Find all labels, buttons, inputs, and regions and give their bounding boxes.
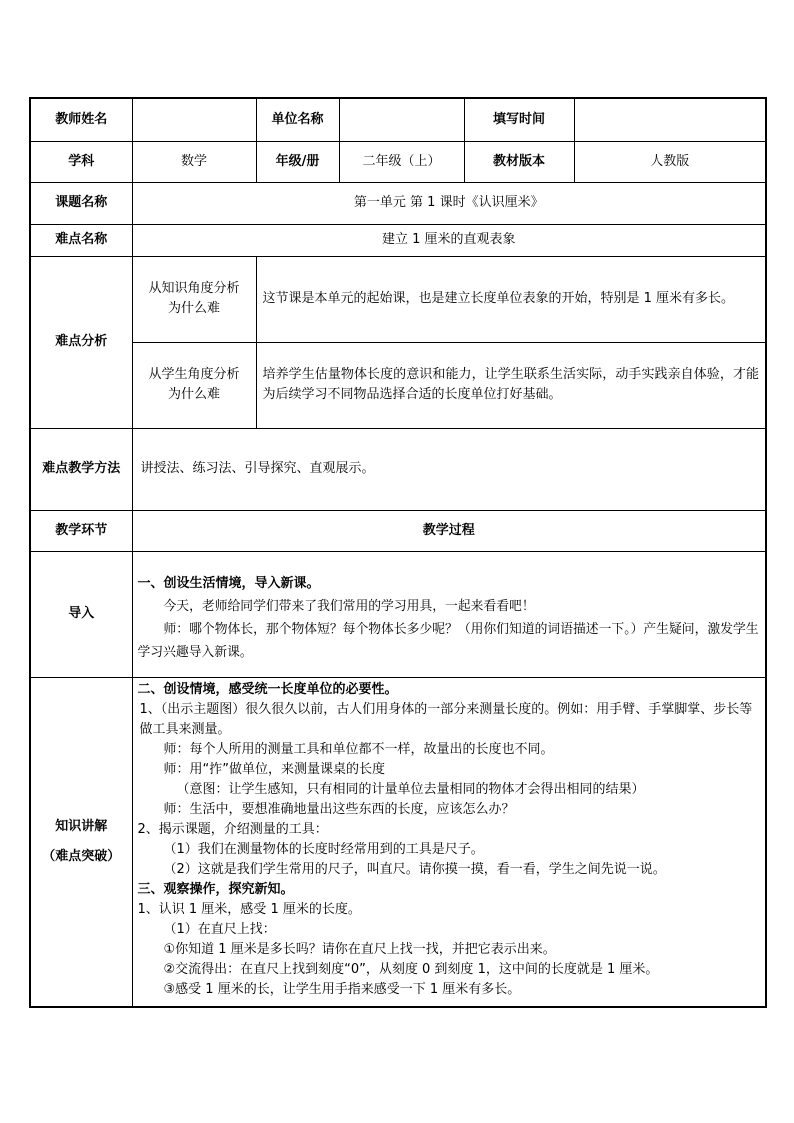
- student-angle-text: 培养学生估量物体长度的意识和能力，让学生联系生活实际，动手实践亲自体验，才能为后续学习不同物品选择合适的长度单位打好基础。: [256, 342, 766, 428]
- method-label: 难点教学方法: [30, 428, 132, 510]
- intro-label: 导入: [30, 551, 132, 677]
- knowledge-row: [30, 677, 766, 1007]
- fill-time-field[interactable]: [574, 98, 766, 141]
- knowledge-angle-line1: 从知识角度分析: [148, 281, 240, 296]
- knowledge-line-5: 师：生活中，要想准确地量出这些东西的长度，应该怎么办？: [163, 801, 515, 817]
- analysis-knowledge-row: [30, 256, 766, 342]
- lesson-plan-table: [29, 97, 767, 1008]
- knowledge-line-8: （2）这就是我们学生常用的尺子，叫直尺。请你摸一摸，看一看，学生之间先说一说。: [163, 861, 666, 877]
- teacher-name-label: 教师姓名: [30, 98, 132, 141]
- knowledge-line-12: ②交流得出：在直尺上找到刻度“0”，从刻度 0 到刻度 1，这中间的长度就是 1 厘米。: [163, 961, 659, 977]
- intro-paragraph-2: 师：哪个物体长，那个物体短？每个物体长多少呢？（用你们知道的词语描述一下。）产生疑问，激发学生学习兴趣导入新课。: [137, 621, 759, 660]
- intro-heading: 一、创设生活情境，导入新课。: [137, 575, 320, 591]
- analysis-label: 难点分析: [30, 256, 132, 428]
- grade-value: 二年级（上）: [339, 141, 464, 182]
- knowledge-line-1: 1、（出示主题图）很久很久以前，古人们用身体的一部分来测量长度的。例如：用手臂、手掌脚掌、步长等做工具来测量。: [139, 701, 753, 737]
- subject-value: 数学: [132, 141, 256, 182]
- topic-row: [30, 182, 766, 224]
- difficulty-value: 建立 1 厘米的直观表象: [132, 224, 766, 256]
- difficulty-row: [30, 224, 766, 256]
- topic-label: 课题名称: [30, 182, 132, 224]
- knowledge-line-2: 师：每个人所用的测量工具和单位都不一样，故量出的长度也不同。: [163, 741, 554, 757]
- knowledge-line-9: 1、认识 1 厘米，感受 1 厘米的长度。: [137, 901, 361, 917]
- intro-paragraph-1: 今天，老师给同学们带来了我们常用的学习用具，一起来看看吧！: [163, 598, 535, 614]
- knowledge-angle-text: 这节课是本单元的起始课，也是建立长度单位表象的开始，特别是 1 厘米有多长。: [256, 256, 766, 342]
- student-angle-line1: 从学生角度分析: [148, 367, 240, 382]
- unit-name-label: 单位名称: [256, 98, 339, 141]
- knowledge-sublabel: （难点突破）: [42, 848, 121, 864]
- process-header-row: [30, 510, 766, 551]
- knowledge-label-cell: [30, 677, 132, 1007]
- student-angle-label: [132, 342, 256, 428]
- knowledge-line-11: ①你知道 1 厘米是多长吗？请你在直尺上找一找，并把它表示出来。: [163, 941, 556, 957]
- process-header: 教学过程: [132, 510, 766, 551]
- knowledge-line-6: 2、揭示课题，介绍测量的工具：: [137, 821, 328, 837]
- topic-value: 第一单元 第 1 课时《认识厘米》: [132, 182, 766, 224]
- knowledge-line-10: （1）在直尺上找：: [163, 921, 276, 937]
- knowledge-label: 知识讲解: [55, 818, 108, 834]
- teacher-name-field[interactable]: [132, 98, 256, 141]
- subject-label: 学科: [30, 141, 132, 182]
- knowledge-line-13: ③感受 1 厘米的长，让学生用手指来感受一下 1 厘米有多长。: [163, 981, 521, 997]
- lesson-plan-document: [29, 97, 765, 1008]
- method-value: 讲授法、练习法、引导探究、直观展示。: [132, 428, 766, 510]
- unit-name-field[interactable]: [339, 98, 464, 141]
- analysis-student-row: [30, 342, 766, 428]
- knowledge-line-3: 师：用“拃”做单位，来测量课桌的长度: [163, 761, 385, 777]
- method-row: [30, 428, 766, 510]
- textbook-value: 人教版: [574, 141, 766, 182]
- section-2-heading: 二、创设情境，感受统一长度单位的必要性。: [137, 681, 398, 697]
- intro-content: [132, 551, 766, 677]
- intro-row: [30, 551, 766, 677]
- fill-time-label: 填写时间: [464, 98, 574, 141]
- student-angle-line2: 为什么难: [167, 387, 220, 402]
- difficulty-label: 难点名称: [30, 224, 132, 256]
- stage-header: 教学环节: [30, 510, 132, 551]
- knowledge-line-4: （意图：让学生感知，只有相同的计量单位去量相同的物体才会得出相同的结果）: [176, 781, 645, 797]
- header-row: [30, 98, 766, 141]
- knowledge-angle-label: [132, 256, 256, 342]
- knowledge-angle-line2: 为什么难: [167, 301, 220, 316]
- textbook-label: 教材版本: [464, 141, 574, 182]
- section-3-heading: 三、观察操作，探究新知。: [137, 881, 294, 897]
- subject-row: [30, 141, 766, 182]
- knowledge-line-7: （1）我们在测量物体的长度时经常用到的工具是尺子。: [163, 841, 484, 857]
- knowledge-content: [132, 677, 766, 1007]
- grade-label: 年级/册: [256, 141, 339, 182]
